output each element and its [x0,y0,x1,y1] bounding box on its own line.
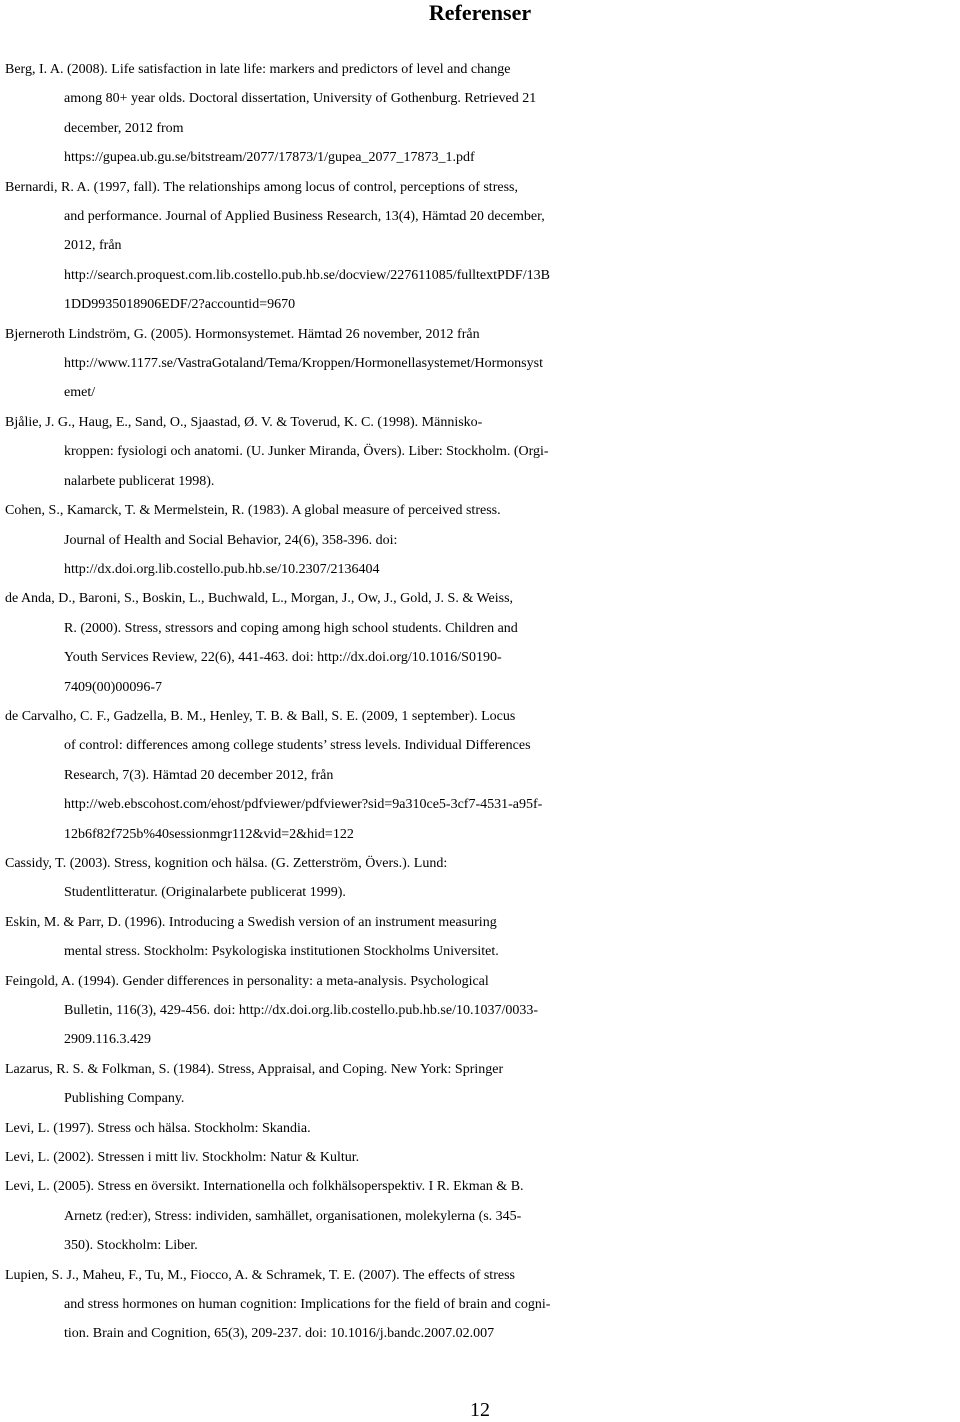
reference-entry [5,1261,960,1349]
reference-continuation-line: Journal of Health and Social Behavior, 24(6), 358-396. doi: [64,532,398,548]
reference-continuation-line: Arnetz (red:er), Stress: individen, samhället, organisationen, molekylerna (s. 345- [64,1208,522,1224]
reference-continuation-line: Publishing Company. [64,1091,185,1107]
reference-continuation-line: mental stress. Stockholm: Psykologiska institutionen Stockholms Universitet. [64,944,499,960]
reference-first-line: Lupien, S. J., Maheu, F., Tu, M., Fiocco, A. & Schramek, T. E. (2007). The effects of stress [5,1267,515,1283]
reference-first-line: Levi, L. (1997). Stress och hälsa. Stockholm: Skandia. [5,1120,311,1136]
reference-first-line: Feingold, A. (1994). Gender differences in personality: a meta-analysis. Psychological [5,973,489,989]
reference-continuation-line: among 80+ year olds. Doctoral dissertation, University of Gothenburg. Retrieved 21 [64,91,537,107]
reference-entry [5,1172,960,1260]
reference-continuation-line: 7409(00)00096-7 [64,679,162,695]
reference-first-line: de Carvalho, C. F., Gadzella, B. M., Henley, T. B. & Ball, S. E. (2009, 1 september). Locus [5,708,516,724]
reference-continuation-line: R. (2000). Stress, stressors and coping among high school students. Children and [64,620,518,636]
reference-continuation-line: http://search.proquest.com.lib.costello.pub.hb.se/docview/227611085/fulltextPDF/13B [64,267,550,283]
reference-first-line: Bjerneroth Lindström, G. (2005). Hormonsystemet. Hämtad 26 november, 2012 från [5,326,480,342]
reference-continuation-line: nalarbete publicerat 1998). [64,473,215,489]
reference-continuation-line: http://www.1177.se/VastraGotaland/Tema/Kroppen/Hormonellasystemet/Hormonsyst [64,356,543,372]
reference-entry [5,908,960,967]
reference-continuation-line: http://web.ebscohost.com/ehost/pdfviewer/pdfviewer?sid=9a310ce5-3cf7-4531-a95f- [64,797,543,813]
reference-entry [5,1143,960,1172]
reference-continuation-line: Studentlitteratur. (Originalarbete publicerat 1999). [64,885,346,901]
reference-first-line: Lazarus, R. S. & Folkman, S. (1984). Stress, Appraisal, and Coping. New York: Springer [5,1061,504,1077]
reference-continuation-line: december, 2012 from [64,120,184,136]
reference-continuation-line: https://gupea.ub.gu.se/bitstream/2077/17873/1/gupea_2077_17873_1.pdf [64,150,475,166]
reference-continuation-line: 1DD9935018906EDF/2?accountid=9670 [64,297,296,313]
reference-first-line: Eskin, M. & Parr, D. (1996). Introducing a Swedish version of an instrument measuring [5,914,497,930]
reference-entry [5,55,960,173]
reference-first-line: Bernardi, R. A. (1997, fall). The relationships among locus of control, perceptions of stress, [5,179,518,195]
reference-first-line: Cassidy, T. (2003). Stress, kognition och hälsa. (G. Zetterström, Övers.). Lund: [5,855,448,871]
reference-entry [5,1055,960,1114]
reference-entry [5,408,960,496]
reference-entry [5,702,960,849]
reference-list [5,55,960,1349]
reference-first-line: Levi, L. (2005). Stress en översikt. Internationella och folkhälsoperspektiv. I R. Ekman & B. [5,1179,524,1195]
reference-continuation-line: and performance. Journal of Applied Business Research, 13(4), Hämtad 20 december, [64,209,545,225]
reference-continuation-line: http://dx.doi.org.lib.costello.pub.hb.se/10.2307/2136404 [64,561,380,577]
reference-entry [5,173,960,320]
reference-entry [5,1114,960,1143]
page-number: 12 [470,1399,490,1421]
reference-first-line: Levi, L. (2002). Stressen i mitt liv. Stockholm: Natur & Kultur. [5,1150,360,1166]
reference-continuation-line: Youth Services Review, 22(6), 441-463. doi: http://dx.doi.org/10.1016/S0190- [64,650,502,666]
reference-first-line: Cohen, S., Kamarck, T. & Mermelstein, R. (1983). A global measure of perceived stress. [5,503,501,519]
reference-continuation-line: 12b6f82f725b%40sessionmgr112&vid=2&hid=122 [64,826,354,842]
reference-entry [5,496,960,584]
reference-continuation-line: Bulletin, 116(3), 429-456. doi: http://dx.doi.org.lib.costello.pub.hb.se/10.1037/0033- [64,1003,539,1018]
reference-continuation-line: kroppen: fysiologi och anatomi. (U. Junker Miranda, Övers). Liber: Stockholm. (Orgi- [64,444,549,460]
reference-entry [5,967,960,1055]
reference-continuation-line: tion. Brain and Cognition, 65(3), 209-237. doi: 10.1016/j.bandc.2007.02.007 [64,1326,495,1342]
reference-entry [5,584,960,702]
reference-continuation-line: 2909.116.3.429 [64,1032,151,1048]
reference-first-line: de Anda, D., Baroni, S., Boskin, L., Buchwald, L., Morgan, J., Ow, J., Gold, J. S. & Weiss, [5,591,514,607]
reference-entry [5,849,960,908]
reference-continuation-line: 2012, från [64,238,122,254]
reference-continuation-line: and stress hormones on human cognition: Implications for the field of brain and cogni- [64,1297,551,1313]
reference-first-line: Berg, I. A. (2008). Life satisfaction in late life: markers and predictors of level and change [5,62,511,77]
page-title: Referenser [428,0,532,25]
reference-first-line: Bjålie, J. G., Haug, E., Sand, O., Sjaastad, Ø. V. & Toverud, K. C. (1998). Människo- [5,414,483,430]
reference-continuation-line: Research, 7(3). Hämtad 20 december 2012, från [64,767,334,783]
reference-continuation-line: of control: differences among college students’ stress levels. Individual Differences [64,738,531,754]
reference-continuation-line: 350). Stockholm: Liber. [64,1238,198,1254]
reference-continuation-line: emet/ [64,385,96,401]
reference-entry [5,320,960,408]
